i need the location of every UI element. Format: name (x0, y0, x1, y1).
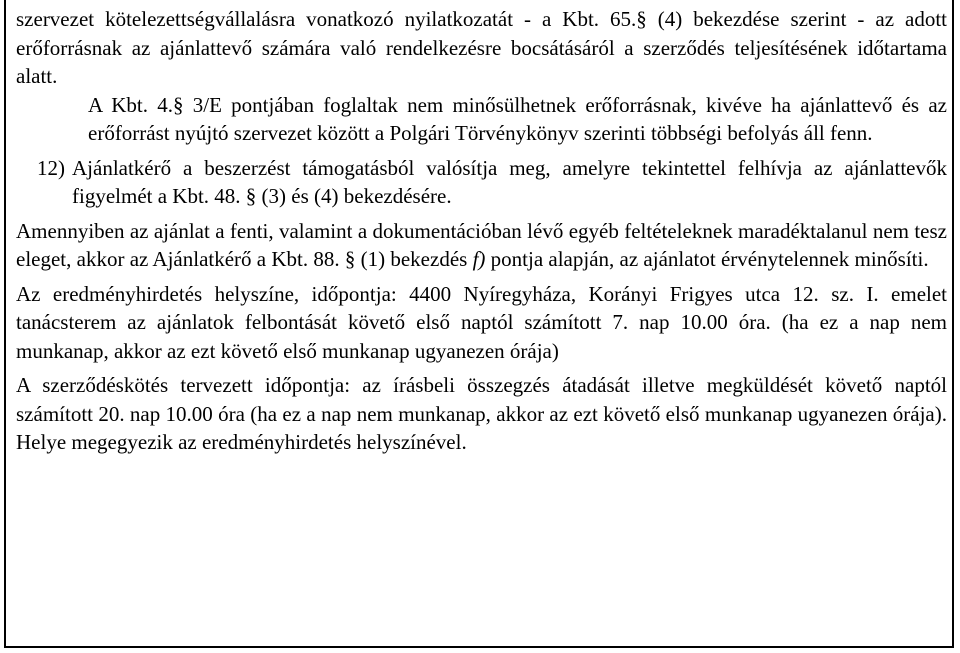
paragraph-invalid-offer-italic: f) (472, 247, 486, 271)
paragraph-invalid-offer-after: pontja alapján, az ajánlatot érvénytelennek minősíti. (485, 247, 929, 271)
list-item-12 (16, 154, 947, 211)
paragraph-resource-declaration: szervezet kötelezettségvállalásra vonatkozó nyilatkozatát - a Kbt. 65.§ (4) bekezdése szerint - az adott erőforrásnak az ajánlattevő számára való rendelkezésre bocsátásáról a szerződés teljesítésének időtartama alatt. (16, 7, 947, 88)
list-item-text: Ajánlatkérő a beszerzést támogatásból valósítja meg, amelyre tekintettel felhívja az ajánlattevők figyelmét a Kbt. 48. § (3) és (4) bekezdésére. (72, 155, 947, 208)
paragraph-result-announcement: Az eredményhirdetés helyszíne, időpontja: 4400 Nyíregyháza, Korányi Frigyes utca 12. sz. I. emelet tanácsterem az ajánlatok felbontását követő első naptól számított 7. nap 10.00 óra. (ha ez a nap nem munkanap, akkor az ezt követő első munkanap ugyanezen órája) (16, 281, 947, 363)
paragraph-invalid-offer (16, 217, 947, 274)
indented-block (16, 91, 947, 148)
paragraph-invalid-offer-before: Amennyiben az ajánlat a fenti, valamint a dokumentációban lévő egyéb feltételeknek maradéktalanul nem tesz eleget, akkor az Ajánlatkérő a Kbt. 88. § (1) bekezdés (16, 218, 947, 271)
paragraph-contract-signing: A szerződéskötés tervezett időpontja: az írásbeli összegzés átadását illetve megküldését követő naptól számított 20. nap 10.00 óra (ha ez a nap nem munkanap, akkor az ezt követő első munkanap ugyanezen órája). Helye megegyezik az eredményhirdetés helyszínével. (16, 373, 947, 454)
paragraph-resource-exception: A Kbt. 4.§ 3/E pontjában foglaltak nem minősülhetnek erőforrásnak, kivéve ha ajánlattevő és az erőforrást nyújtó szervezet között a Polgári Törvénykönyv szerinti többségi befolyás áll fenn. (88, 92, 947, 145)
list-item-number: 12) (37, 155, 65, 180)
document-body (16, 5, 947, 457)
